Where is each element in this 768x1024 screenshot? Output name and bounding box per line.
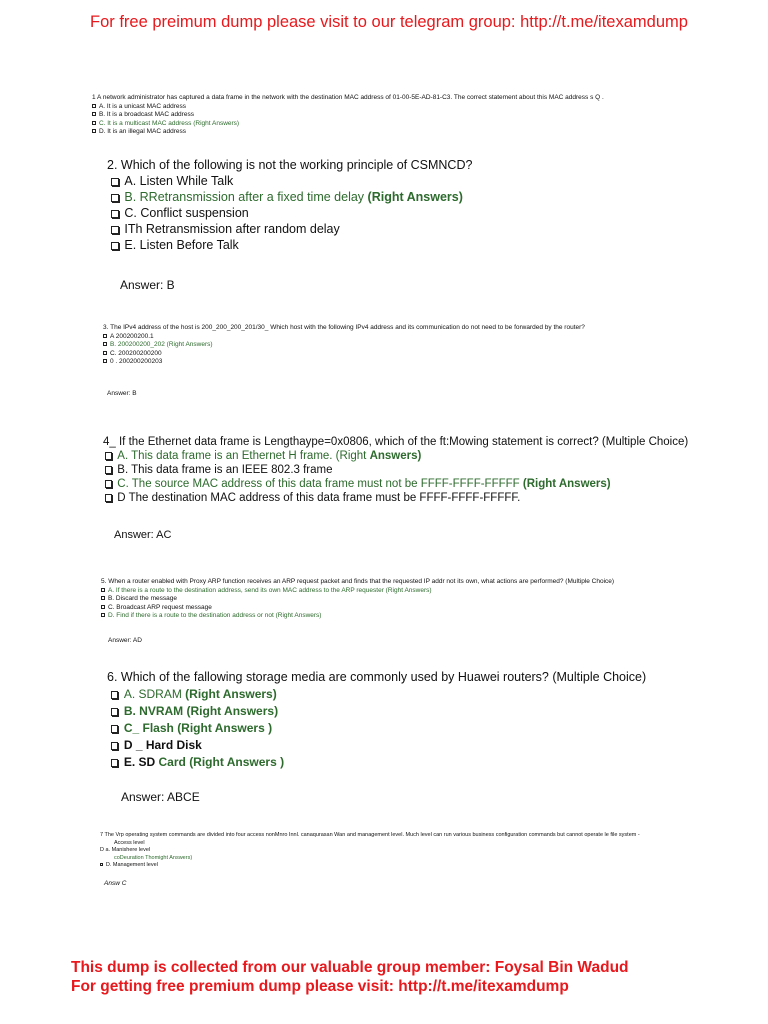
q2-option-b: B. RRetransmission after a fixed time delay (Right Answers) bbox=[111, 190, 472, 204]
checkbox-icon bbox=[101, 596, 105, 600]
q6-option-b: B. NVRAM (Right Answers) bbox=[111, 704, 646, 718]
checkbox-icon bbox=[111, 725, 118, 732]
question-1 bbox=[92, 95, 604, 136]
checkbox-icon bbox=[103, 351, 107, 355]
q7-access-level: Access level bbox=[114, 839, 145, 846]
q4-answer: Answer: AC bbox=[114, 529, 172, 541]
q1-option-d: D. It is an illegal MAC address bbox=[92, 129, 604, 136]
q4-option-a: A. This data frame is an Ethernet H frame. (Right Answers) bbox=[105, 450, 688, 462]
checkbox-icon bbox=[92, 104, 96, 108]
checkbox-icon bbox=[103, 359, 107, 363]
q5-option-b: B. Discard the message bbox=[101, 596, 614, 603]
checkbox-icon bbox=[105, 452, 112, 459]
q7-option-c: D. Management level bbox=[100, 863, 640, 869]
checkbox-icon bbox=[111, 691, 118, 698]
q7-answer: Answ C bbox=[104, 880, 127, 887]
q3-option-d: 0 . 200200200203 bbox=[103, 359, 585, 366]
question-6 bbox=[107, 670, 646, 769]
q6-option-e: E. SD Card (Right Answers ) bbox=[111, 755, 646, 769]
q6-option-c: C_ Flash (Right Answers ) bbox=[111, 721, 646, 735]
checkbox-icon bbox=[100, 863, 103, 866]
question-4 bbox=[103, 436, 688, 504]
question-5-text: 5. When a router enabled with Proxy ARP function receives an ARP request packet and finds that the requested IP addr not its own, what actions are performed? (Multiple Choice) bbox=[101, 578, 615, 585]
q3-option-a: A 200200200.1 bbox=[103, 334, 585, 341]
q3-answer: Answer: B bbox=[107, 390, 137, 397]
question-6-text: 6. Which of the fallowing storage media are commonly used by Huawei routers? (Multiple Choice) bbox=[107, 670, 647, 684]
q1-option-a: A. It is a unicast MAC address bbox=[92, 104, 604, 111]
checkbox-icon bbox=[101, 605, 105, 609]
question-3 bbox=[103, 325, 585, 366]
bottom-credit-banner: This dump is collected from our valuable group member: Foysal Bin Wadud bbox=[71, 959, 629, 976]
q3-option-b: B. 200200200_202 (Right Answers) bbox=[103, 342, 585, 349]
q6-option-d: D _ Hard Disk bbox=[111, 738, 646, 752]
question-2-text: 2. Which of the following is not the working principle of CSMNCD? bbox=[107, 158, 473, 172]
checkbox-icon bbox=[105, 480, 112, 487]
checkbox-icon bbox=[103, 342, 107, 346]
checkbox-icon bbox=[103, 334, 107, 338]
checkbox-icon bbox=[105, 466, 112, 473]
q3-option-c: C. 200200200200 bbox=[103, 351, 585, 358]
q5-option-a: A. If there is a route to the destination address, send its own MAC address to the ARP requester (Right Answers) bbox=[101, 588, 614, 595]
checkbox-icon bbox=[111, 194, 119, 202]
checkbox-icon bbox=[105, 494, 112, 501]
question-7 bbox=[100, 833, 640, 869]
question-2 bbox=[107, 158, 472, 252]
q7-option-b: coDeuration Thomight Answers) bbox=[114, 854, 193, 861]
checkbox-icon bbox=[111, 742, 118, 749]
question-4-text: 4_ If the Ethernet data frame is Lengthaype=0x0806, which of the ft:Mowing statement is correct? (Multiple Choice) bbox=[103, 436, 689, 448]
q1-option-b: B. It is a broadcast MAC address bbox=[92, 112, 604, 119]
question-5 bbox=[101, 579, 614, 620]
checkbox-icon bbox=[101, 588, 105, 592]
q4-option-c: C. The source MAC address of this data frame must not be FFFF-FFFF-FFFFF (Right Answers) bbox=[105, 478, 688, 490]
q7-option-a: D a. Manishere level bbox=[100, 847, 151, 853]
q6-option-a: A. SDRAM (Right Answers) bbox=[111, 687, 646, 701]
checkbox-icon bbox=[101, 613, 105, 617]
q1-option-c: C. It is a multicast MAC address (Right Answers) bbox=[92, 121, 604, 128]
checkbox-icon bbox=[92, 129, 96, 133]
checkbox-icon bbox=[111, 226, 119, 234]
q2-option-c: C. Conflict suspension bbox=[111, 206, 472, 220]
top-promo-banner: For free preimum dump please visit to our telegram group: http://t.me/itexamdump bbox=[90, 13, 688, 31]
question-7-text: 7 The Vrp operating system commands are divided into four access nonMnro Innl. canaqurasan Wan and management level. Much level can run various business configuration commands but cannot operate le file system - bbox=[100, 832, 640, 838]
q2-option-a: A. Listen While Talk bbox=[111, 174, 472, 188]
checkbox-icon bbox=[111, 178, 119, 186]
q4-option-d: D The destination MAC address of this data frame must be FFFF-FFFF-FFFFF. bbox=[105, 492, 688, 504]
question-3-text: 3. The IPv4 address of the host is 200_200_200_201/30_ Which host with the following IPv4 address and its communication do not need to be forwarded by the router? bbox=[103, 324, 585, 331]
q2-option-e: E. Listen Before Talk bbox=[111, 238, 472, 252]
q2-option-d: ITh Retransmission after random delay bbox=[111, 222, 472, 236]
checkbox-icon bbox=[111, 210, 119, 218]
q5-option-d: D. Find if there is a route to the destination address or not (Right Answers) bbox=[101, 613, 614, 620]
bottom-promo-banner: For getting free premium dump please visit: http://t.me/itexamdump bbox=[71, 978, 569, 995]
q2-answer: Answer: B bbox=[120, 278, 175, 292]
checkbox-icon bbox=[92, 112, 96, 116]
q4-option-b: B. This data frame is an IEEE 802.3 frame bbox=[105, 464, 688, 476]
question-1-text: 1 A network administrator has captured a data frame in the network with the destination MAC address of 01-00-5E-AD-81-C3. The correct statement about this MAC address s Q . bbox=[92, 94, 604, 101]
q5-option-c: C. Broadcast ARP request message bbox=[101, 605, 614, 612]
q6-answer: Answer: ABCE bbox=[121, 790, 200, 804]
checkbox-icon bbox=[111, 759, 118, 766]
checkbox-icon bbox=[111, 708, 118, 715]
checkbox-icon bbox=[111, 242, 119, 250]
checkbox-icon bbox=[92, 121, 96, 125]
q5-answer: Answer: AD bbox=[108, 637, 142, 644]
